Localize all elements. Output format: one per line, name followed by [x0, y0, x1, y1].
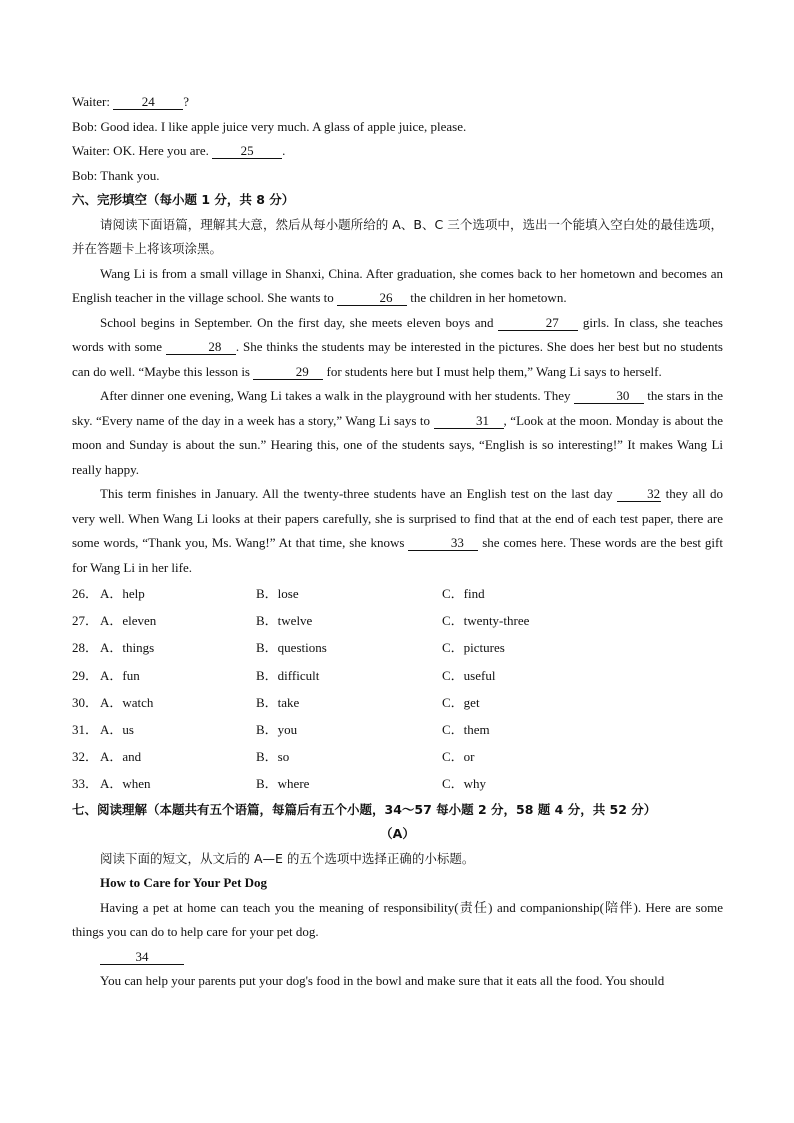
blank-29: 29: [253, 365, 323, 380]
article-paragraph: You can help your parents put your dog's food in the bowl and make sure that it eats all the food. You should: [100, 973, 665, 988]
option-c: C．or: [442, 749, 475, 765]
heading-blank-line: [72, 945, 723, 970]
blank-34: 34: [100, 950, 184, 965]
cloze-paragraph-1: Wang Li is from a small village in Shanxi, China. After graduation, she comes back to her hometown and becomes an English teacher in the village school. She wants to 26 the children in her hometown.: [72, 265, 723, 305]
option-row: 33． A．when B．where C．why: [72, 770, 723, 797]
blank-30: 30: [574, 389, 644, 404]
option-row: 30． A．watch B．take C．get: [72, 689, 723, 716]
article-title: How to Care for Your Pet Dog: [100, 875, 268, 890]
dialogue-line: Bob: Good idea. I like apple juice very much. A glass of apple juice, please.: [72, 118, 467, 134]
option-b: B．so: [256, 749, 290, 765]
section-7-instruction: 阅读下面的短文，从文后的 A—E 的五个选项中选择正确的小标题。: [100, 850, 475, 866]
cloze-paragraph-3: After dinner one evening, Wang Li takes a walk in the playground with her students. They 30 the stars in the sky. “Every name of the day in a week has a story,” Wang Li says to 31 , “Look at the moon. Monday is about the moon and Sunday is about the sun.” Hearing this, one of the students says, “English is so interesting!” It makes Wang Li really happy.: [72, 388, 723, 477]
cloze-paragraph-2: School begins in September. On the first day, she meets eleven boys and 27 girls. In class, she teaches words with some 28 . She thinks the students may be interested in the pictures. She does her best but no students can do well. “Maybe this lesson is 29 for students here but I must help them,” Wang Li says to herself.: [72, 314, 723, 379]
option-b: B．twelve: [256, 613, 313, 629]
option-b: B．difficult: [256, 667, 320, 683]
option-a: A．watch: [100, 694, 154, 710]
blank-32: 32: [617, 487, 661, 502]
option-row: 31． A．us B．you C．them: [72, 716, 723, 743]
dialogue-line: Bob: Thank you.: [72, 167, 160, 183]
options-list: [72, 580, 723, 798]
option-c: C．them: [442, 721, 490, 737]
option-row: 27． A．eleven B．twelve C．twenty-three: [72, 607, 723, 634]
exam-page: [72, 90, 723, 994]
option-a: A．eleven: [100, 613, 157, 629]
section-6-title: 六、完形填空（每小题 1 分，共 8 分）: [72, 192, 295, 207]
option-c: C．twenty-three: [442, 613, 530, 629]
blank-31: 31: [434, 414, 504, 429]
blank-28: 28: [166, 340, 236, 355]
section-6-instruction: 请阅读下面语篇，理解其大意，然后从每小题所给的 A、B、C 三个选项中，选出一个能填入空白处的最佳选项，并在答题卡上将该项涂黑。: [72, 216, 723, 256]
option-row: 32． A．and B．so C．or: [72, 743, 723, 770]
option-a: A．fun: [100, 667, 140, 683]
option-c: C．useful: [442, 667, 496, 683]
option-row: 26． A．help B．lose C．find: [72, 580, 723, 607]
option-c: C．get: [442, 694, 480, 710]
section-7-title: 七、阅读理解（本题共有五个语篇，每篇后有五个小题，34～57 每小题 2 分，58 题 4 分，共 52 分）: [72, 801, 657, 817]
option-a: A．us: [100, 721, 134, 737]
article-intro: Having a pet at home can teach you the meaning of responsibility(责任) and companionship(陪伴). Here are some things you can do to help care for your pet dog.: [72, 899, 723, 939]
blank-26: 26: [337, 291, 407, 306]
option-a: A．when: [100, 776, 151, 792]
dialogue-line: Waiter: OK. Here you are. 25 .: [72, 143, 286, 158]
option-row: 29． A．fun B．difficult C．useful: [72, 662, 723, 689]
option-c: C．pictures: [442, 640, 505, 656]
option-a: A．and: [100, 749, 142, 765]
option-b: B．where: [256, 776, 310, 792]
cloze-paragraph-4: This term finishes in January. All the twenty-three students have an English test on the last day 32 they all do very well. When Wang Li looks at their papers carefully, she is surprised to find that at the end of each test paper, there are some words, “Thank you, Ms. Wang!” At that time, she knows 33 she comes here. These words are the best gift for Wang Li in her life.: [72, 486, 723, 575]
option-b: B．take: [256, 694, 300, 710]
option-b: B．lose: [256, 586, 299, 601]
option-b: B．you: [256, 721, 298, 737]
blank-33: 33: [408, 536, 478, 551]
passage-label: （A）: [380, 826, 415, 841]
option-b: B．questions: [256, 640, 327, 656]
blank-25: 25: [212, 144, 282, 159]
option-a: A．help: [100, 586, 145, 601]
option-c: C．why: [442, 776, 487, 792]
option-row: 28． A．things B．questions C．pictures: [72, 634, 723, 661]
dialogue-line: Waiter: 24 ?: [72, 94, 189, 109]
blank-27: 27: [498, 316, 578, 331]
option-a: A．things: [100, 640, 155, 656]
option-c: C．find: [442, 586, 485, 601]
blank-24: 24: [113, 95, 183, 110]
